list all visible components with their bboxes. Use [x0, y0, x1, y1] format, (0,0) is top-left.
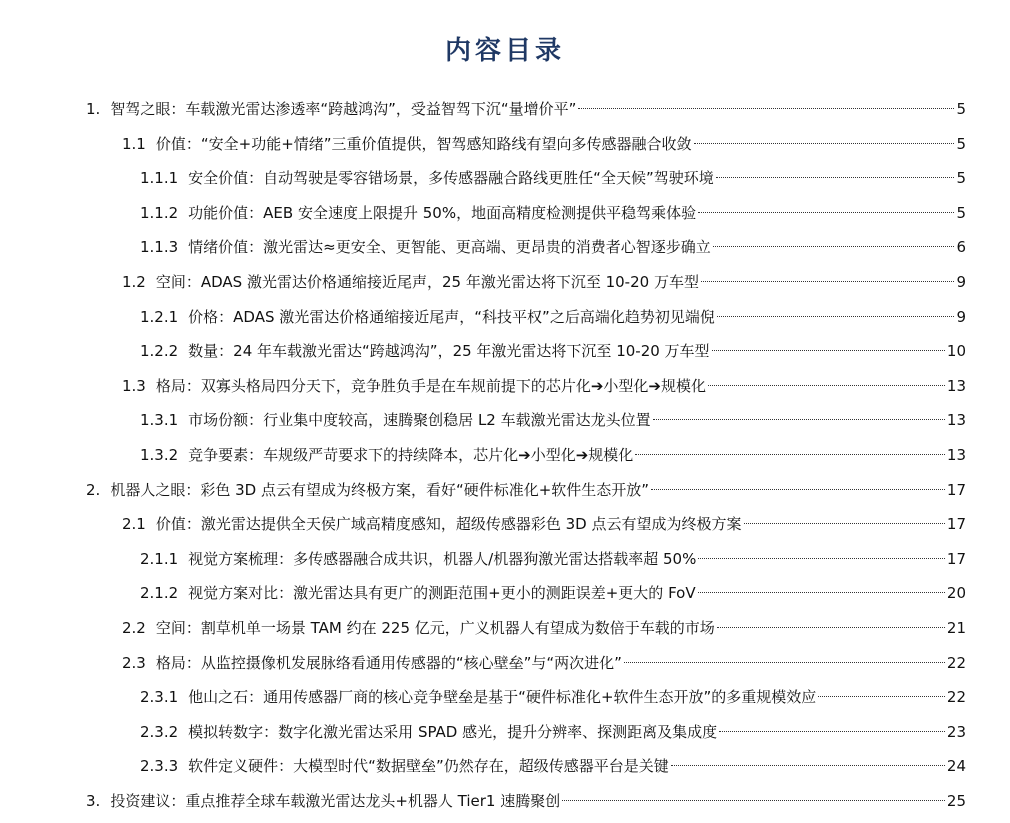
- toc-entry-title: 安全价值：自动驾驶是零容错场景，多传感器融合路线更胜任“全天候”驾驶环境: [188, 169, 714, 187]
- toc-entry[interactable]: [122, 373, 966, 399]
- dot-leader: [744, 523, 945, 524]
- toc-entry-title: 价值：“安全+功能+情绪”三重价值提供，智驾感知路线有望向多传感器融合收敛: [155, 135, 692, 153]
- dot-leader: [719, 731, 945, 732]
- dot-leader: [624, 662, 945, 663]
- toc-entry[interactable]: [122, 511, 966, 537]
- toc-entry-number: 1.3.1: [140, 411, 179, 429]
- toc-entry[interactable]: [86, 96, 966, 122]
- toc-entry[interactable]: [140, 304, 966, 330]
- dot-leader: [712, 350, 945, 351]
- toc-entry[interactable]: [122, 131, 966, 157]
- toc-entry-page: 5: [956, 169, 966, 187]
- toc-entry-number: 2.3: [122, 654, 146, 672]
- dot-leader: [694, 143, 955, 144]
- toc-entry-page: 13: [946, 446, 966, 464]
- toc-entry[interactable]: [122, 269, 966, 295]
- toc-entry-number: 3.: [86, 792, 101, 810]
- toc-entry-title: 投资建议：重点推荐全球车载激光雷达龙头+机器人 Tier1 速腾聚创: [110, 792, 561, 810]
- dot-leader: [701, 281, 955, 282]
- toc-entry[interactable]: [140, 338, 966, 364]
- toc-entry[interactable]: [140, 580, 966, 606]
- dot-leader: [716, 177, 955, 178]
- toc-entry-page: 22: [946, 654, 966, 672]
- page-title: 内容目录: [444, 36, 565, 66]
- toc-entry[interactable]: [140, 234, 966, 260]
- toc-entry-title: 价格：ADAS 激光雷达价格通缩接近尾声，“科技平权”之后高端化趋势初见端倪: [188, 308, 715, 326]
- toc-entry-title: 空间：ADAS 激光雷达价格通缩接近尾声，25 年激光雷达将下沉至 10-20 万车型: [155, 273, 699, 291]
- toc-entry[interactable]: [122, 650, 966, 676]
- toc-entry[interactable]: [140, 719, 966, 745]
- toc-entry[interactable]: [86, 788, 966, 814]
- toc-entry-page: 6: [956, 238, 966, 256]
- toc-entry-page: 17: [946, 550, 966, 568]
- toc-entry[interactable]: [140, 165, 966, 191]
- toc-entry-page: 10: [946, 342, 966, 360]
- toc-entry-title: 价值：激光雷达提供全天侯广域高精度感知，超级传感器彩色 3D 点云有望成为终极方案: [155, 515, 742, 533]
- toc-entry-title: 市场份额：行业集中度较高，速腾聚创稳居 L2 车载激光雷达龙头位置: [188, 411, 651, 429]
- toc-entry-number: 1.1.2: [140, 204, 179, 222]
- toc-entry-number: 1.2: [122, 273, 146, 291]
- dot-leader: [578, 108, 954, 109]
- dot-leader: [671, 765, 945, 766]
- toc-entry-title: 格局：从监控摄像机发展脉络看通用传感器的“核心壁垒”与“两次进化”: [155, 654, 622, 672]
- toc-entry-page: 17: [946, 515, 966, 533]
- toc-entry[interactable]: [140, 546, 966, 572]
- toc-entry-page: 25: [946, 792, 966, 810]
- dot-leader: [698, 592, 945, 593]
- toc-entry-page: 22: [946, 688, 966, 706]
- toc-entry-title: 空间：割草机单一场景 TAM 约在 225 亿元，广义机器人有望成为数倍于车载的市场: [155, 619, 715, 637]
- toc-entry-title: 智驾之眼：车载激光雷达渗透率“跨越鸿沟”，受益智驾下沉“量增价平”: [110, 100, 577, 118]
- toc-entry-number: 1.1.1: [140, 169, 179, 187]
- toc-entry-title: 机器人之眼：彩色 3D 点云有望成为终极方案，看好“硬件标准化+软件生态开放”: [110, 481, 650, 499]
- toc-entry-title: 竞争要素：车规级严苛要求下的持续降本，芯片化➔小型化➔规模化: [188, 446, 634, 464]
- toc-entry-page: 21: [946, 619, 966, 637]
- toc-entry-page: 24: [946, 757, 966, 775]
- toc-entry[interactable]: [140, 442, 966, 468]
- dot-leader: [698, 558, 945, 559]
- toc-entry-title: 视觉方案对比：激光雷达具有更广的测距范围+更小的测距误差+更大的 FoV: [188, 584, 696, 602]
- dot-leader: [818, 696, 945, 697]
- dot-leader: [635, 454, 945, 455]
- toc-entry-number: 1.1.3: [140, 238, 179, 256]
- toc-entry[interactable]: [140, 753, 966, 779]
- dot-leader: [562, 800, 945, 801]
- toc-entry-page: 9: [956, 308, 966, 326]
- toc-entry-number: 1.1: [122, 135, 146, 153]
- toc-entry-page: 13: [946, 411, 966, 429]
- toc-entry-page: 17: [946, 481, 966, 499]
- toc-entry-title: 软件定义硬件：大模型时代“数据壁垒”仍然存在，超级传感器平台是关键: [188, 757, 669, 775]
- toc-entry-page: 5: [956, 135, 966, 153]
- toc-entry-number: 1.: [86, 100, 101, 118]
- toc-entry[interactable]: [86, 477, 966, 503]
- toc-entry-page: 5: [956, 100, 966, 118]
- toc-entry-number: 1.3.2: [140, 446, 179, 464]
- toc-entry-title: 视觉方案梳理：多传感器融合成共识，机器人/机器狗激光雷达搭载率超 50%: [188, 550, 697, 568]
- toc-entry-page: 13: [946, 377, 966, 395]
- dot-leader: [651, 489, 945, 490]
- toc-entry-number: 1.2.2: [140, 342, 179, 360]
- toc-entry-number: 2.1.1: [140, 550, 179, 568]
- toc-entry-number: 2.3.1: [140, 688, 179, 706]
- dot-leader: [698, 212, 954, 213]
- dot-leader: [717, 627, 945, 628]
- toc-entry-page: 20: [946, 584, 966, 602]
- toc-entry-title: 模拟转数字：数字化激光雷达采用 SPAD 感光，提升分辨率、探测距离及集成度: [188, 723, 718, 741]
- toc-entry-number: 1.3: [122, 377, 146, 395]
- toc-entry-title: 情绪价值：激光雷达≈更安全、更智能、更高端、更昂贵的消费者心智逐步确立: [188, 238, 711, 256]
- toc-entry-page: 5: [956, 204, 966, 222]
- toc-entry-number: 1.2.1: [140, 308, 179, 326]
- toc-entry-title: 功能价值：AEB 安全速度上限提升 50%，地面高精度检测提供平稳驾乘体验: [188, 204, 697, 222]
- toc-entry-title: 数量：24 年车载激光雷达“跨越鸿沟”，25 年激光雷达将下沉至 10-20 万车型: [188, 342, 710, 360]
- toc-entry-page: 9: [956, 273, 966, 291]
- toc-entry-number: 2.3.3: [140, 757, 179, 775]
- toc-entry-title: 格局：双寡头格局四分天下，竞争胜负手是在车规前提下的芯片化➔小型化➔规模化: [155, 377, 706, 395]
- toc-entry-number: 2.1: [122, 515, 146, 533]
- dot-leader: [653, 419, 945, 420]
- toc-entry-page: 23: [946, 723, 966, 741]
- toc-entry-title: 他山之石：通用传感器厂商的核心竞争壁垒是基于“硬件标准化+软件生态开放”的多重规模效应: [188, 688, 817, 706]
- toc-entry[interactable]: [122, 615, 966, 641]
- toc-entry-number: 2.2: [122, 619, 146, 637]
- toc-entry[interactable]: [140, 407, 966, 433]
- toc-entry-number: 2.1.2: [140, 584, 179, 602]
- dot-leader: [713, 246, 955, 247]
- toc-entry-number: 2.: [86, 481, 101, 499]
- dot-leader: [708, 385, 945, 386]
- toc-entry[interactable]: [140, 200, 966, 226]
- toc-entry[interactable]: [140, 684, 966, 710]
- dot-leader: [717, 316, 955, 317]
- toc-entry-number: 2.3.2: [140, 723, 179, 741]
